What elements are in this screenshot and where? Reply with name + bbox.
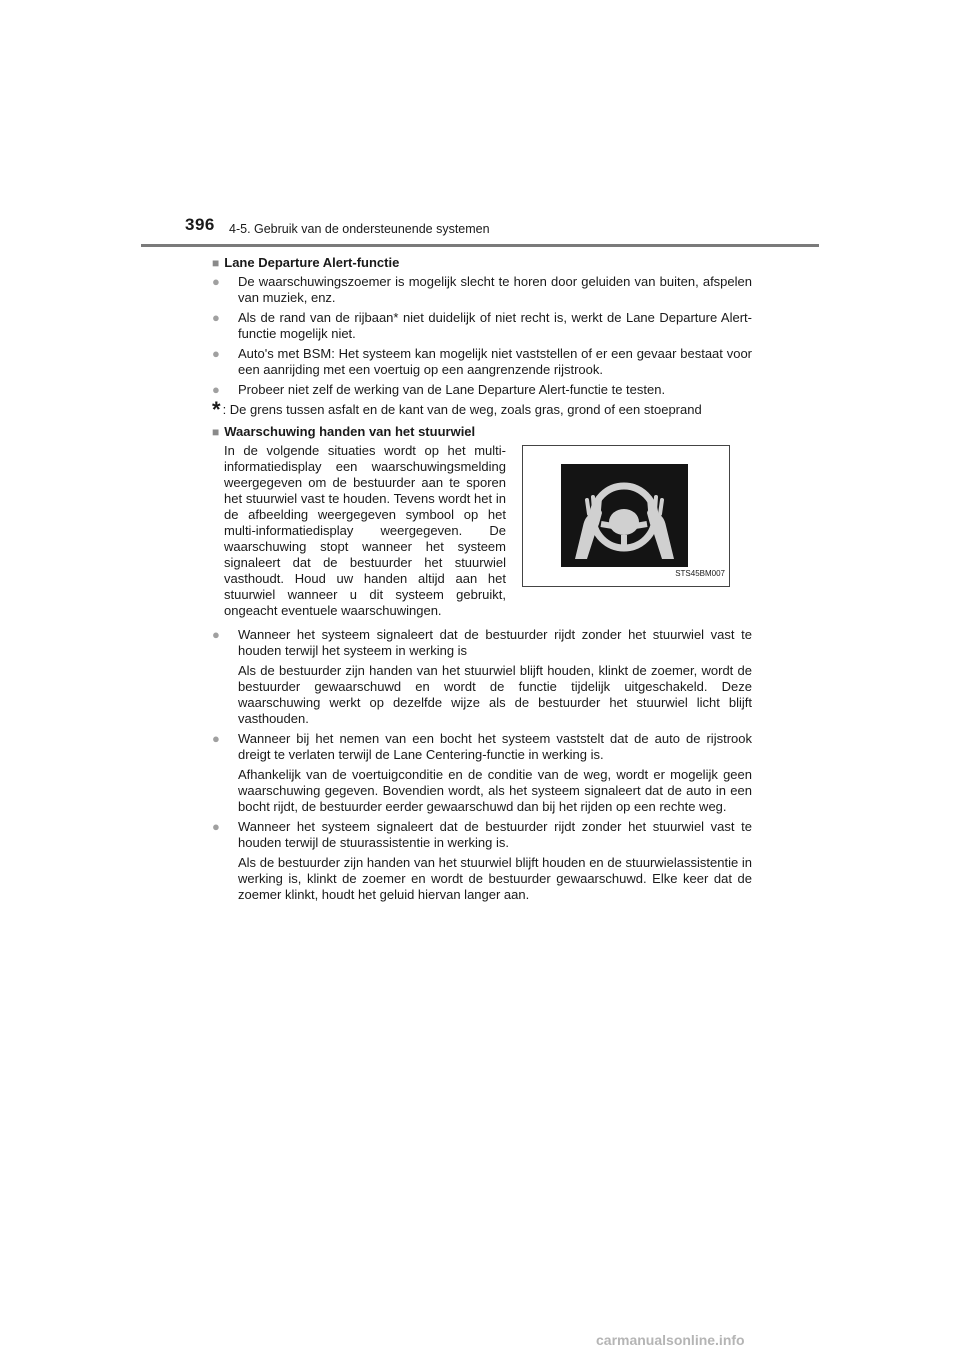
list-item-detail: Afhankelijk van de voertuigconditie en de conditie van de weg, wordt er mogelijk geen waarschuwing gegeven. Bovendien wordt, als het systeem signaleert dat de auto in een bocht rijdt, de bestuurder eerder gewaarschuwd dan bij het rijden op een rechte weg. [238, 767, 752, 814]
display-screen [561, 464, 688, 567]
page-number: 396 [185, 215, 215, 234]
figure [522, 445, 730, 587]
list-item [212, 274, 752, 306]
list-item-text: De waarschuwingszoemer is mogelijk slecht te horen door geluiden van buiten, afspelen van muziek, enz. [238, 274, 752, 305]
list-item-detail: Als de bestuurder zijn handen van het stuurwiel blijft houden, klinkt de zoemer, wordt de bestuurder gewaarschuwd en wordt de functie tijdelijk uitgeschakeld. Deze waarschuwing werkt op dezelfde wijze als de bestuurder het stuurwiel licht blijft vasthouden. [238, 663, 752, 726]
list-item-text: Als de rand van de rijbaan* niet duidelijk of niet recht is, werkt de Lane Departure Alert-functie mogelijk niet. [238, 310, 752, 341]
square-bullet-icon: ■ [212, 256, 220, 270]
intro-with-figure [212, 443, 752, 619]
list-item [212, 731, 752, 763]
list-item-text: Wanneer het systeem signaleert dat de bestuurder rijdt zonder het stuurwiel vast te houden terwijl het systeem in werking is [238, 627, 752, 658]
list-item-text: Wanneer bij het nemen van een bocht het systeem vaststelt dat de auto de rijstrook dreigt te verlaten terwijl de Lane Centering-functie in werking is. [238, 731, 752, 762]
list-item-text: Wanneer het systeem signaleert dat de bestuurder rijdt zonder het stuurwiel vast te houden terwijl de stuurassistentie in werking is. [238, 819, 752, 850]
list-item [212, 310, 752, 342]
running-head: 4-5. Gebruik van de ondersteunende systemen [229, 222, 490, 236]
intro-paragraph: In de volgende situaties wordt op het multi-informatiedisplay een waarschuwingsmelding weergegeven om de bestuurder aan te sporen het stuurwiel vast te houden. Tevens wordt het in de afbeelding weergegeven symbool op het multi-informatiedisplay weergegeven. De waarschuwing stopt wanneer het systeem signaleert dat de bestuurder het stuurwiel vasthoudt. Houd uw handen altijd aan het stuurwiel wanneer u dit systeem gebruikt, ongeacht eventuele waarschuwingen. [224, 443, 506, 618]
circle-bullet-icon: ● [212, 310, 220, 325]
list-item [212, 346, 752, 378]
section-heading-text: Waarschuwing handen van het stuurwiel [224, 424, 476, 439]
list-item-text: Auto's met BSM: Het systeem kan mogelijk niet vaststellen of er een gevaar bestaat voor een aanrijding met een voertuig op een aangrenzende rijstrook. [238, 346, 752, 377]
header-rule [141, 244, 819, 247]
page-content [212, 253, 752, 907]
list-item-text: Probeer niet zelf de werking van de Lane Departure Alert-functie te testen. [238, 382, 666, 397]
list-item [212, 382, 752, 398]
circle-bullet-icon: ● [212, 731, 220, 746]
list-item-detail: Als de bestuurder zijn handen van het stuurwiel blijft houden en de stuurwielassistentie in werking is, klinkt de zoemer en wordt de bestuurder gewaarschuwd. Elke keer dat de zoemer klinkt, houdt het geluid hiervan langer aan. [238, 855, 752, 902]
circle-bullet-icon: ● [212, 382, 220, 397]
hands-on-steering-wheel-icon [561, 464, 688, 567]
section-heading [212, 424, 752, 440]
circle-bullet-icon: ● [212, 627, 220, 642]
figure-code: STS45BM007 [675, 569, 725, 578]
section-heading-text: Lane Departure Alert-functie [224, 255, 400, 270]
watermark: carmanualsonline.info [596, 1332, 745, 1348]
circle-bullet-icon: ● [212, 346, 220, 361]
footnote-mark: * [212, 397, 221, 422]
footnote-text: : De grens tussen asfalt en de kant van de weg, zoals gras, grond of een stoeprand [222, 402, 702, 417]
square-bullet-icon: ■ [212, 425, 220, 439]
list-item [212, 627, 752, 659]
circle-bullet-icon: ● [212, 819, 220, 834]
list-item [212, 819, 752, 851]
section-heading [212, 255, 752, 271]
circle-bullet-icon: ● [212, 274, 220, 289]
footnote [212, 397, 752, 422]
